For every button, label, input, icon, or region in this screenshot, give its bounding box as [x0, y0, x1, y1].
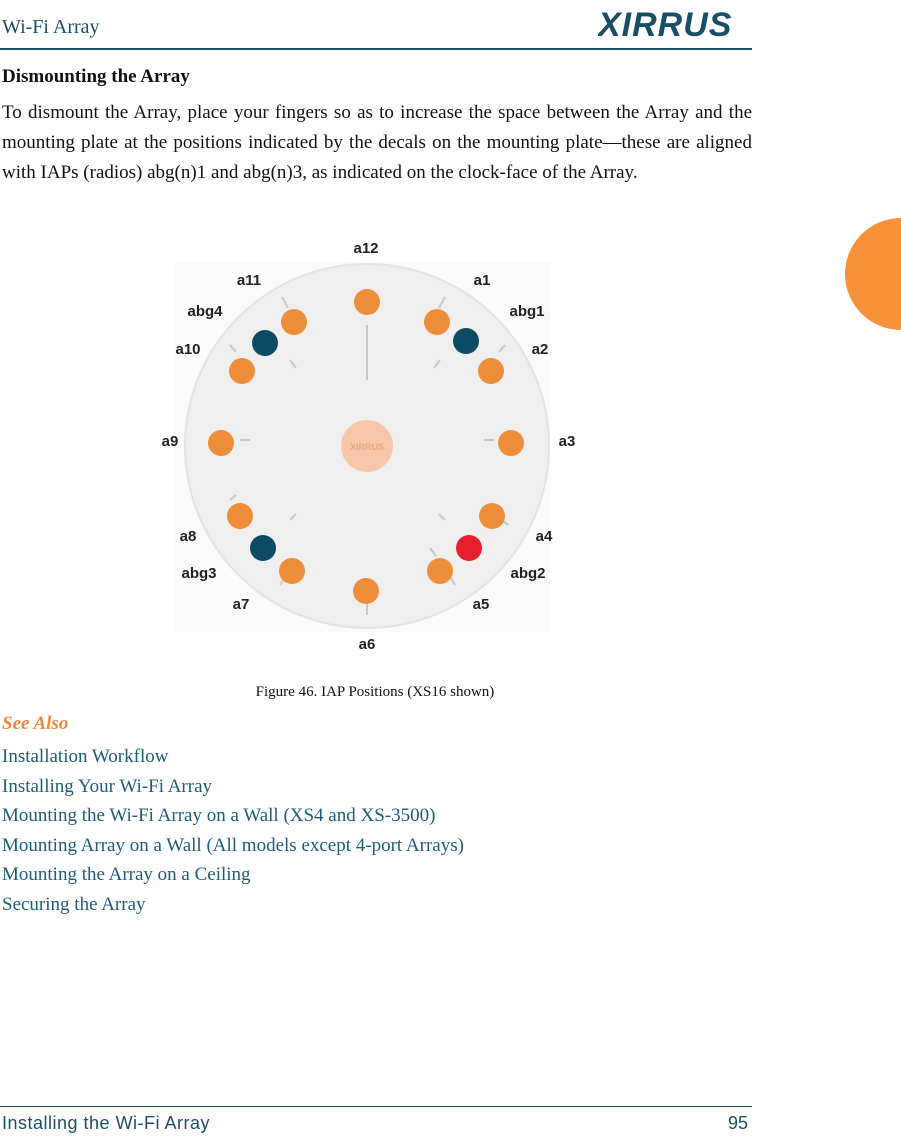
- label-a10: a10: [175, 341, 201, 358]
- label-a2: a2: [531, 341, 549, 358]
- label-a12: a12: [353, 240, 379, 257]
- iap-a10: [229, 358, 255, 384]
- running-header-title: Wi-Fi Array: [2, 16, 100, 38]
- iap-a9: [208, 430, 234, 456]
- label-abg2: abg2: [510, 565, 546, 582]
- label-abg4: abg4: [187, 303, 223, 320]
- label-abg3: abg3: [181, 565, 217, 582]
- label-a1: a1: [473, 272, 491, 289]
- link-installing-wifi-array[interactable]: Installing Your Wi-Fi Array: [2, 775, 213, 797]
- label-a9: a9: [161, 433, 179, 450]
- iap-a8: [227, 503, 253, 529]
- see-also-heading: See Also: [2, 713, 69, 734]
- label-a3: a3: [558, 433, 576, 450]
- iap-a1: [424, 309, 450, 335]
- iap-a6: [353, 578, 379, 604]
- label-a6: a6: [358, 636, 376, 653]
- iap-a12: [354, 289, 380, 315]
- label-a8: a8: [179, 528, 197, 545]
- iap-a2: [478, 358, 504, 384]
- section-heading: Dismounting the Array: [2, 66, 190, 87]
- center-logo-text: XIRRUS: [349, 442, 385, 452]
- link-mounting-on-wall-xs4[interactable]: Mounting the Wi-Fi Array on a Wall (XS4 and XS-3500): [2, 805, 436, 826]
- footer-chapter-title: Installing the Wi-Fi Array: [2, 1113, 211, 1133]
- xirrus-logo: [598, 6, 748, 40]
- link-installation-workflow[interactable]: Installation Workflow: [2, 746, 169, 767]
- iap-abg3: [250, 535, 276, 561]
- label-a11: a11: [236, 272, 262, 289]
- body-paragraph: To dismount the Array, place your fingers so as to increase the space between the Array and the mounting plate at the positions indicated by the decals on the mounting plate—these are aligned with IAPs (radios) abg(n)1 and abg(n)3, as indicated on the clock-face of the Array.: [2, 102, 752, 183]
- footer-page-number: 95: [727, 1113, 748, 1133]
- iap-abg2: [456, 535, 482, 561]
- link-mounting-on-ceiling[interactable]: Mounting the Array on a Ceiling: [2, 864, 251, 885]
- link-securing-array[interactable]: Securing the Array: [2, 893, 146, 915]
- link-mounting-on-wall-all[interactable]: Mounting Array on a Wall (All models except 4-port Arrays): [2, 834, 464, 856]
- label-a7: a7: [232, 596, 250, 613]
- iap-a5: [427, 558, 453, 584]
- see-also-links: [2, 742, 464, 919]
- chapter-tab-marker: [845, 218, 901, 330]
- iap-a3: [498, 430, 524, 456]
- header-rule: [0, 48, 752, 50]
- iap-a4: [479, 503, 505, 529]
- figure-caption: Figure 46. IAP Positions (XS16 shown): [255, 684, 495, 700]
- iap-a11: [281, 309, 307, 335]
- iap-abg4: [252, 330, 278, 356]
- iap-positions-figure: [150, 230, 590, 660]
- label-a4: a4: [535, 528, 553, 545]
- label-a5: a5: [472, 596, 490, 613]
- iap-abg1: [453, 328, 479, 354]
- iap-a7: [279, 558, 305, 584]
- footer-rule: [0, 1106, 752, 1107]
- label-abg1: abg1: [509, 303, 545, 320]
- xirrus-logo-text: XIRRUS: [598, 6, 733, 40]
